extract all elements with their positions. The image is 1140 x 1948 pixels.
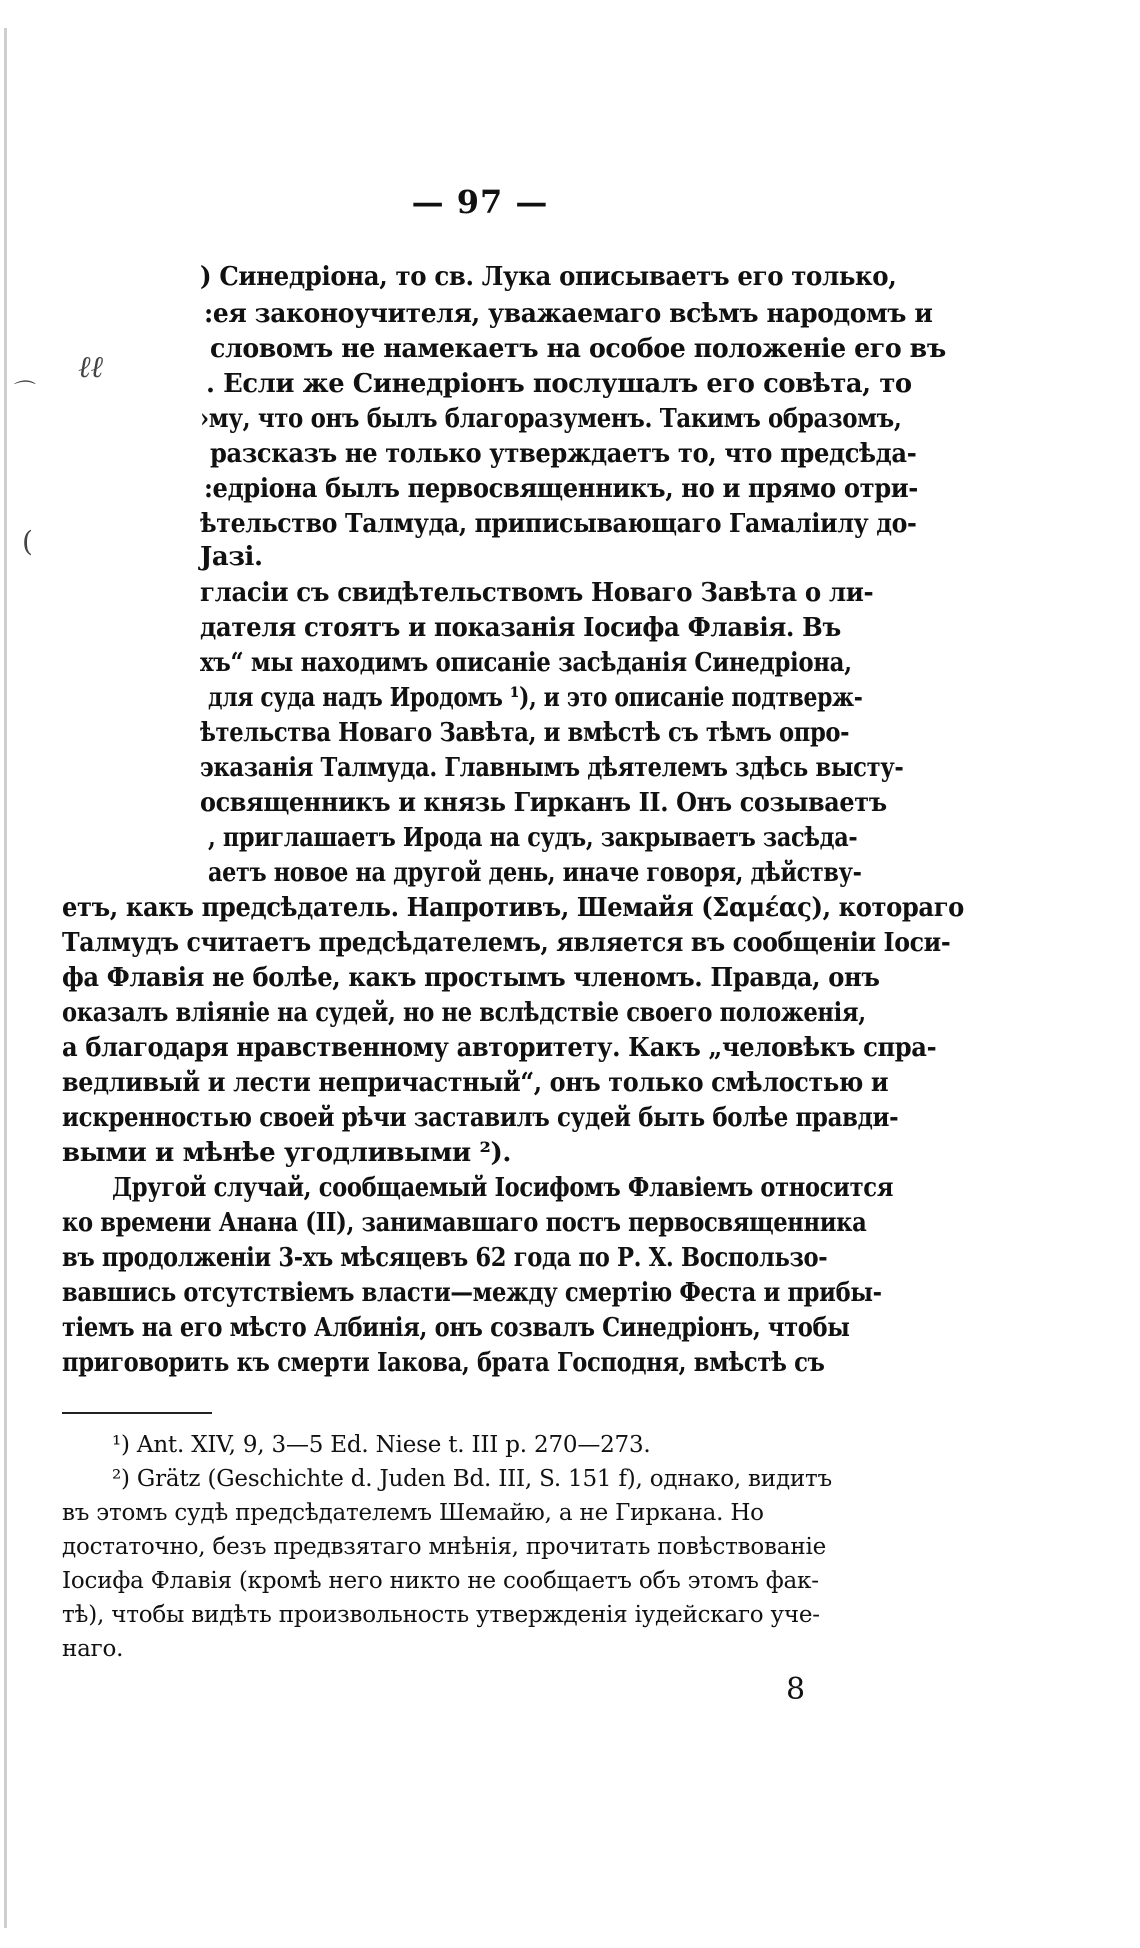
text-line: въ продолженіи 3-хъ мѣсяцевъ 62 года по Р. Х. Воспользо- <box>62 1243 828 1273</box>
footnote-separator <box>62 1412 212 1414</box>
text-line: , приглашаетъ Ирода на судъ, закрываетъ засѣда- <box>208 823 858 853</box>
text-line: ) Синедріона, то св. Лука описываетъ его только, <box>200 262 897 292</box>
text-line: аетъ новое на другой день, иначе говоря, дѣйству- <box>208 858 862 888</box>
text-line: дателя стоятъ и показанія Іосифа Флавія. Въ <box>200 613 841 643</box>
text-line: словомъ не намекаетъ на особое положеніе его въ <box>210 334 946 364</box>
text-line: ведливый и лести непричастный“, онъ только смѣлостью и <box>62 1068 889 1098</box>
footnote-line: Іосифа Флавія (кромѣ него никто не сообщаетъ объ этомъ фак- <box>62 1568 819 1594</box>
text-line: Jaзi. <box>200 542 263 572</box>
footnote-line: ¹) Ant. XIV, 9, 3—5 Ed. Niese t. III p. 270—273. <box>112 1432 651 1458</box>
footnote-line: тѣ), чтобы видѣть произвольность утвержденія іудейскаго уче- <box>62 1602 820 1628</box>
text-line: ѣтельства Новаго Завѣта, и вмѣстѣ съ тѣмъ опро- <box>200 718 850 748</box>
text-line: гласіи съ свидѣтельствомъ Новаго Завѣта о ли- <box>200 578 874 608</box>
footnote-line: въ этомъ судѣ предсѣдателемъ Шемайю, а не Гиркана. Но <box>62 1500 764 1526</box>
text-line: приговорить къ смерти Іакова, брата Господня, вмѣстѣ съ <box>62 1348 825 1378</box>
text-line: искренностью своей рѣчи заставилъ судей быть болѣе правди- <box>62 1103 899 1133</box>
text-line: тіемъ на его мѣсто Албинія, онъ созвалъ Синедріонъ, чтобы <box>62 1313 850 1343</box>
text-line: фа Флавія не болѣе, какъ простымъ членомъ. Правда, онъ <box>62 963 880 993</box>
text-line: вавшись отсутствіемъ власти—между смертію Феста и прибы- <box>62 1278 882 1308</box>
text-line: :ея законоучителя, уважаемаго всѣмъ народомъ и <box>204 299 933 329</box>
text-line: для суда надъ Иродомъ ¹), и это описаніе подтверж- <box>208 683 863 713</box>
text-line: :едріона былъ первосвященникъ, но и прямо отри- <box>204 474 918 504</box>
text-line: разсказъ не только утверждаетъ то, что предсѣда- <box>210 439 917 469</box>
text-line: ѣтельство Талмуда, приписывающаго Гамаліилу до- <box>200 509 917 539</box>
page-edge <box>4 28 7 1928</box>
text-line: эказанія Талмуда. Главнымъ дѣятелемъ здѣсь высту- <box>200 753 904 783</box>
footnote-line: наго. <box>62 1636 124 1662</box>
text-line: ко времени Анана (II), занимавшаго постъ первосвященника <box>62 1208 867 1238</box>
text-line: хъ“ мы находимъ описаніе засѣданія Синедріона, <box>200 648 852 678</box>
text-line: ›му, что онъ былъ благоразуменъ. Такимъ образомъ, <box>200 404 902 434</box>
text-line: освященникъ и князь Гирканъ II. Онъ созываетъ <box>200 788 887 818</box>
footnote-line: достаточно, безъ предвзятаго мнѣнія, прочитать повѣствованіе <box>62 1534 827 1560</box>
text-line: а благодаря нравственному авторитету. Какъ „человѣкъ спра- <box>62 1033 937 1063</box>
text-line: выми и мѣнѣе угодливыми ²). <box>62 1138 512 1168</box>
text-line: Талмудъ считаетъ предсѣдателемъ, является въ сообщеніи Іоси- <box>62 928 951 958</box>
margin-bracket: ( <box>22 525 33 558</box>
margin-mark: ⌒ <box>10 380 33 405</box>
footnote-line: ²) Grätz (Geschichte d. Juden Bd. III, S. 151 f), однако, видитъ <box>112 1466 832 1492</box>
page-number: — 97 — <box>411 183 549 221</box>
text-line: оказалъ вліяніе на судей, но не вслѣдствіе своего положенія, <box>62 998 866 1028</box>
margin-annotation-mark: ℓℓ <box>78 350 103 385</box>
text-line: Другой случай, сообщаемый Іосифомъ Флавіемъ относится <box>112 1173 894 1203</box>
text-line: . Если же Синедріонъ послушалъ его совѣта, то <box>206 369 912 399</box>
signature-mark: 8 <box>786 1672 806 1707</box>
text-line: етъ, какъ предсѣдатель. Напротивъ, Шемайя (Σαμέας), котораго <box>62 893 964 923</box>
